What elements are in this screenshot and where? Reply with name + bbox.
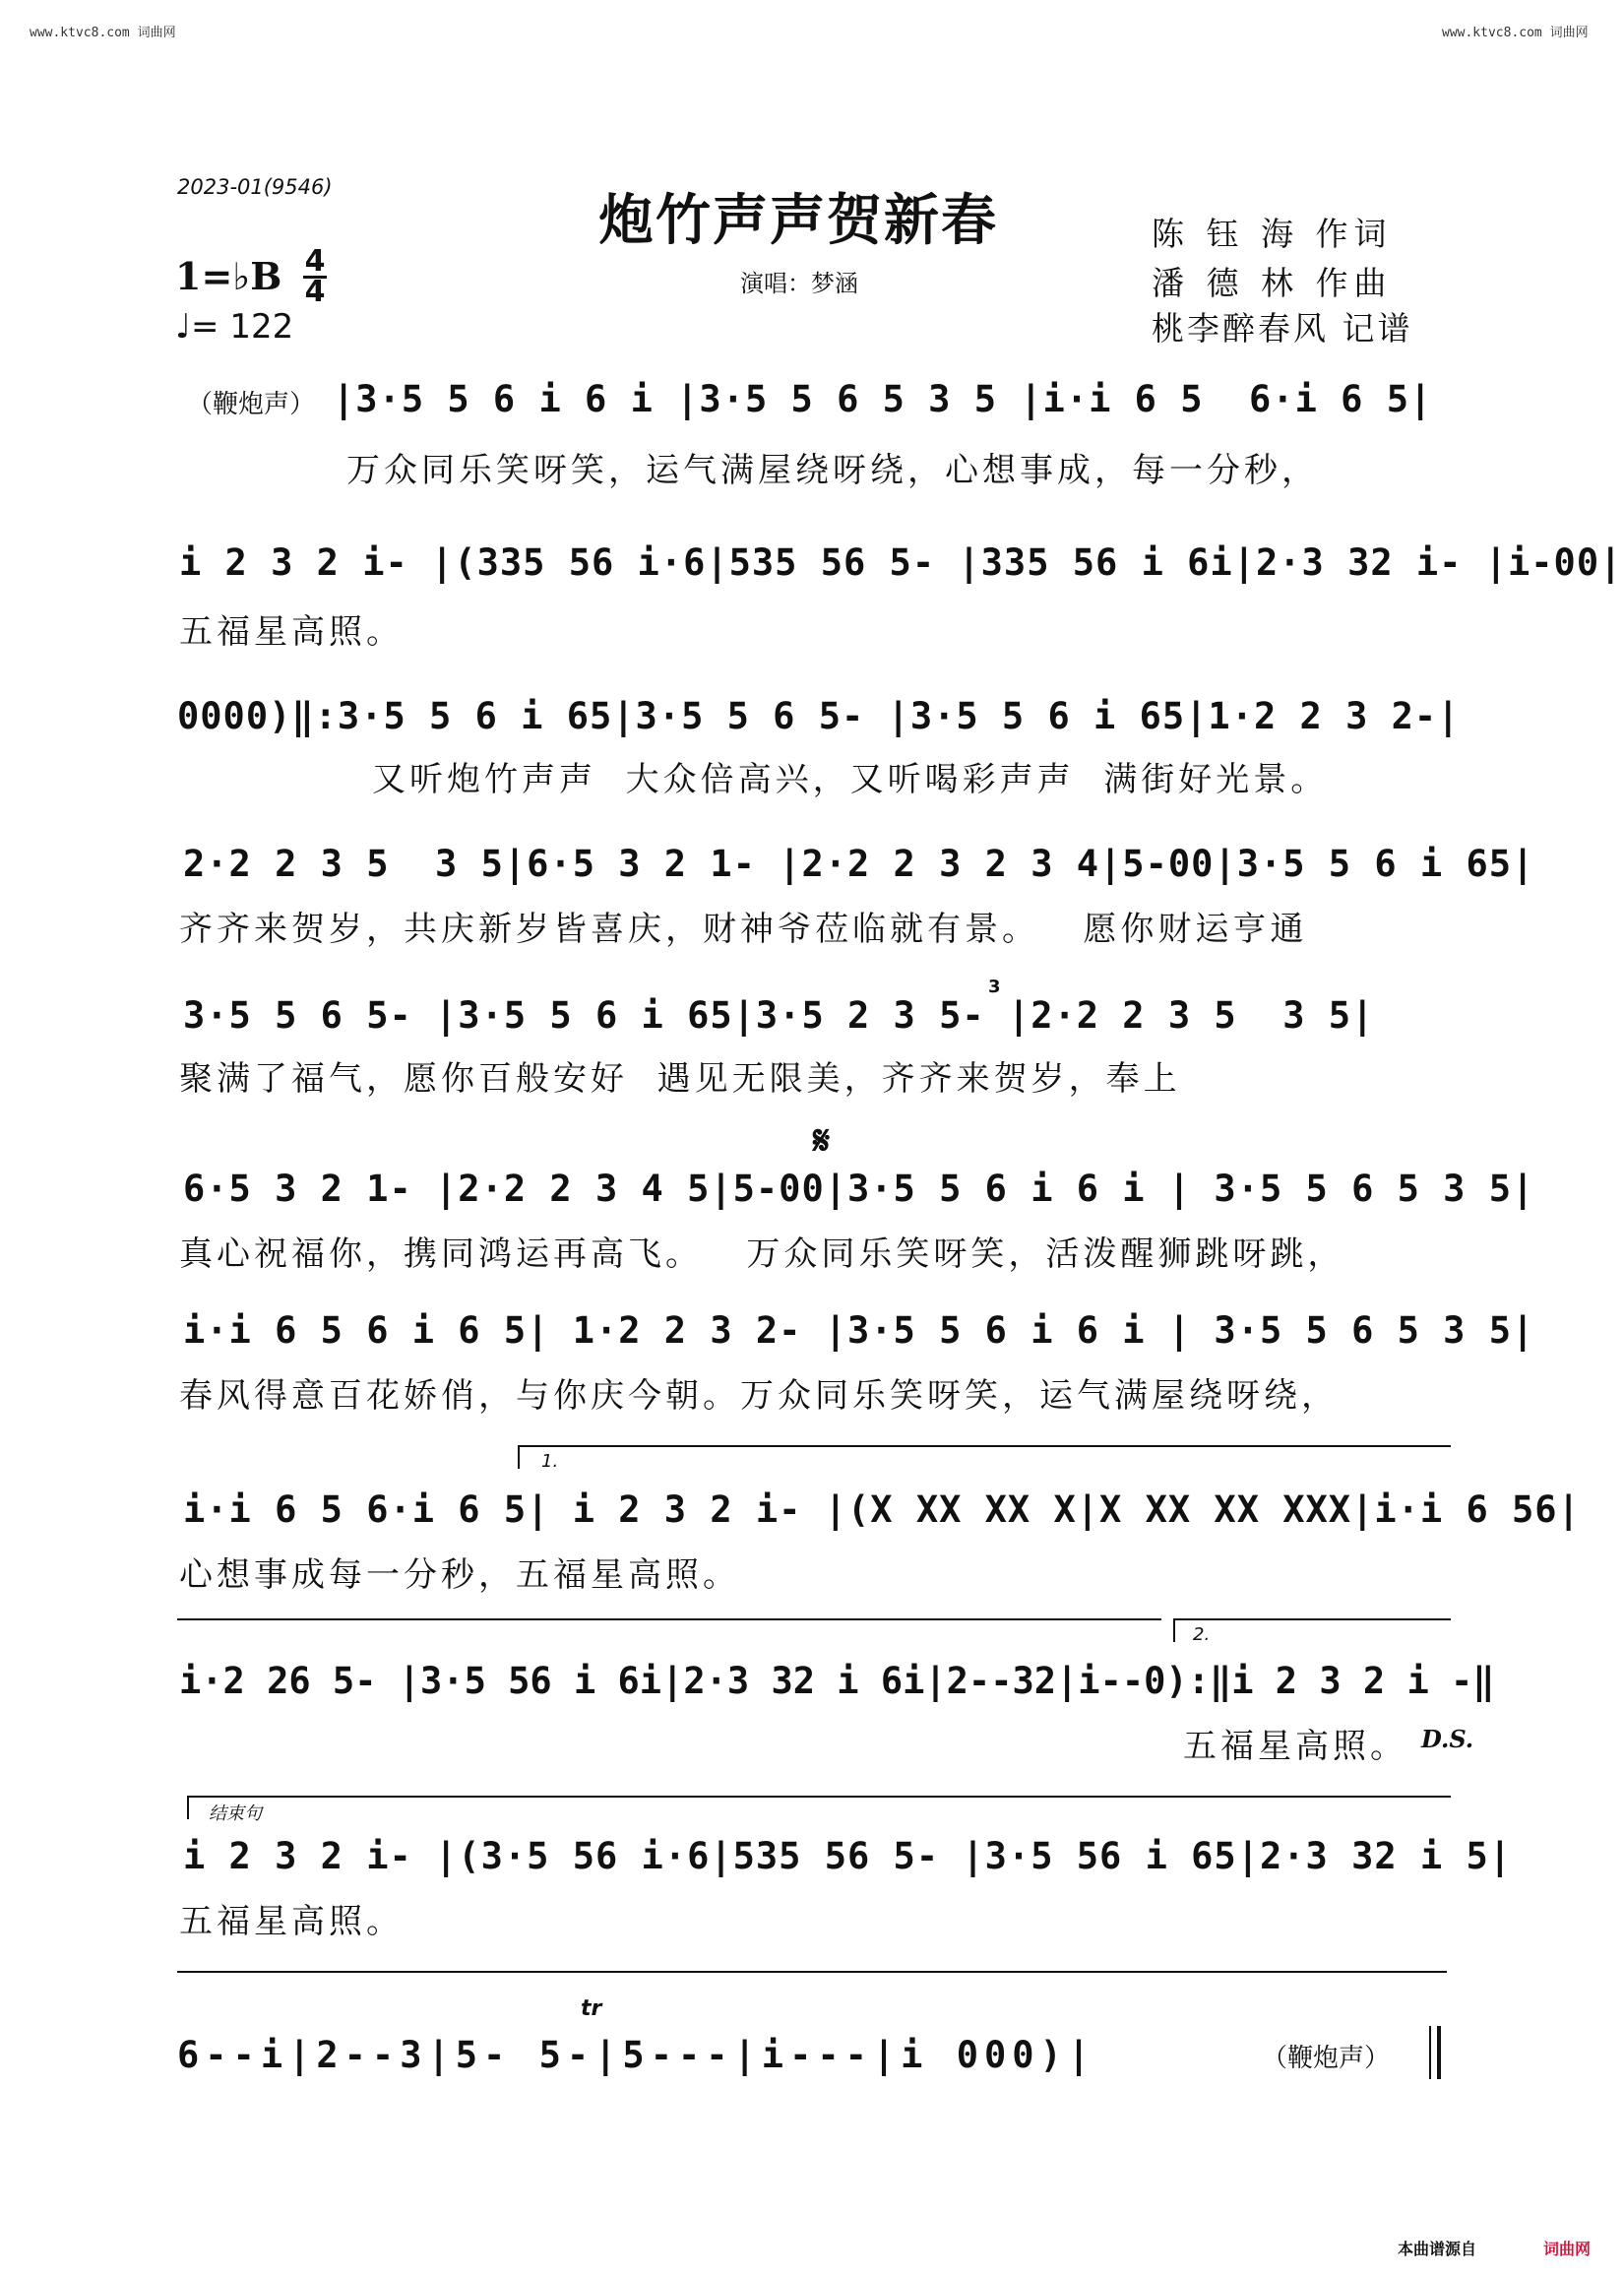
footer-site-name[interactable]: 词曲网 xyxy=(1543,2240,1592,2258)
page-title: 炮竹声声贺新春 xyxy=(598,188,998,253)
ending-label: 结束句 xyxy=(209,1803,262,1824)
notation-row: i 2 3 2 i- |(3·5 56 i·6|535 56 5- |3·5 56 i 65|2·3 32 i 5| xyxy=(183,1835,1513,1877)
key-signature: 1=♭B xyxy=(175,254,282,298)
lyrics-row: 心想事成每一分秒，五福星高照。 xyxy=(179,1555,740,1595)
time-signature xyxy=(303,244,327,309)
volta-bracket-1 xyxy=(518,1445,1451,1469)
notation-row: |3·5 5 6 i 6 i |3·5 5 6 5 3 5 |i·i 6 5 6·i 6 5| xyxy=(333,378,1433,420)
site-watermark-right: www.ktvc8.com 词曲网 xyxy=(1442,26,1589,40)
notation-row: i·2 26 5- |3·5 56 i 6i|2·3 32 i 6i|2--32|i--0):‖i 2 3 2 i -‖ xyxy=(179,1660,1495,1702)
notation-row: 3·5 5 6 5- |3·5 5 6 i 65|3·5 2 3 5- |2·2 2 3 5 3 5| xyxy=(183,994,1375,1037)
lyricist-credit: 陈 钰 海 作词 xyxy=(1152,215,1393,253)
ds-marking: D.S. xyxy=(1421,1725,1474,1753)
footer-source-label: 本曲谱源自 xyxy=(1398,2240,1477,2258)
ending-bracket xyxy=(187,1796,1451,1819)
volta-2-label: 2. xyxy=(1193,1624,1211,1645)
catalog-number: 2023-01(9546) xyxy=(177,175,333,199)
lyrics-row: 齐齐来贺岁，共庆新岁皆喜庆，财神爷莅临就有景。 愿你财运亨通 xyxy=(179,910,1308,949)
lyrics-row: 春风得意百花娇俏，与你庆今朝。万众同乐笑呀笑，运气满屋绕呀绕， xyxy=(179,1376,1339,1416)
ending-continuation-line xyxy=(177,1971,1447,1973)
tempo-marking: ♩= 122 xyxy=(175,307,294,347)
final-barline-thick xyxy=(1437,2026,1441,2079)
lyrics-row: 真心祝福你，携同鸿运再高飞。 万众同乐笑呀笑，活泼醒狮跳呀跳， xyxy=(179,1234,1345,1274)
notation-row: i·i 6 5 6·i 6 5| i 2 3 2 i- |(X XX XX X|X XX XX XXX|i·i 6 56| xyxy=(183,1488,1581,1531)
lyrics-row: 五福星高照。 xyxy=(1183,1727,1407,1766)
singer-label: 演唱：梦涵 xyxy=(740,270,858,297)
notation-row: i 2 3 2 i- |(335 56 i·6|535 56 5- |335 56 i 6i|2·3 32 i- |i-00| xyxy=(179,541,1623,584)
outro-firecracker-label: （鞭炮声） xyxy=(1262,2044,1391,2073)
notation-row: 0000)‖:3·5 5 6 i 65|3·5 5 6 5- |3·5 5 6 i 65|1·2 2 3 2-| xyxy=(177,695,1461,737)
segno-sign: 𝄋 xyxy=(813,1118,831,1164)
lyrics-row: 五福星高照。 xyxy=(179,1902,404,1941)
volta-bracket-2 xyxy=(1173,1618,1451,1642)
trill-mark: tr xyxy=(581,1996,602,2021)
grace-note: 3 xyxy=(988,977,1001,997)
notation-row: 6--i|2--3|5- 5-|5---|i---|i 000)| xyxy=(177,2034,1096,2076)
intro-firecracker-label: （鞭炮声） xyxy=(187,390,316,419)
lyrics-row: 五福星高照。 xyxy=(179,612,404,652)
notation-row: i·i 6 5 6 i 6 5| 1·2 2 3 2- |3·5 5 6 i 6 i | 3·5 5 6 5 3 5| xyxy=(183,1309,1535,1352)
volta-1-label: 1. xyxy=(541,1451,559,1472)
lyrics-row: 又听炮竹声声 大众倍高兴，又听喝彩声声 满街好光景。 xyxy=(372,760,1329,799)
notation-row: 6·5 3 2 1- |2·2 2 3 4 5|5-00|3·5 5 6 i 6 i | 3·5 5 6 5 3 5| xyxy=(183,1168,1535,1210)
transcriber-credit: 桃李醉春风 记谱 xyxy=(1152,309,1413,348)
site-watermark-left: www.ktvc8.com 词曲网 xyxy=(30,26,176,40)
composer-credit: 潘 德 林 作曲 xyxy=(1152,264,1393,302)
volta-1-continuation-line xyxy=(177,1618,1161,1620)
notation-row: 2·2 2 3 5 3 5|6·5 3 2 1- |2·2 2 3 2 3 4|5-00|3·5 5 6 i 65| xyxy=(183,843,1535,885)
final-barline-thin xyxy=(1429,2026,1431,2079)
time-signature-top: 4 xyxy=(304,244,326,279)
lyrics-row: 聚满了福气，愿你百般安好 遇见无限美，齐齐来贺岁，奉上 xyxy=(179,1059,1181,1099)
lyrics-row: 万众同乐笑呀笑，运气满屋绕呀绕，心想事成，每一分秒， xyxy=(346,451,1319,490)
time-signature-bottom: 4 xyxy=(304,275,326,309)
